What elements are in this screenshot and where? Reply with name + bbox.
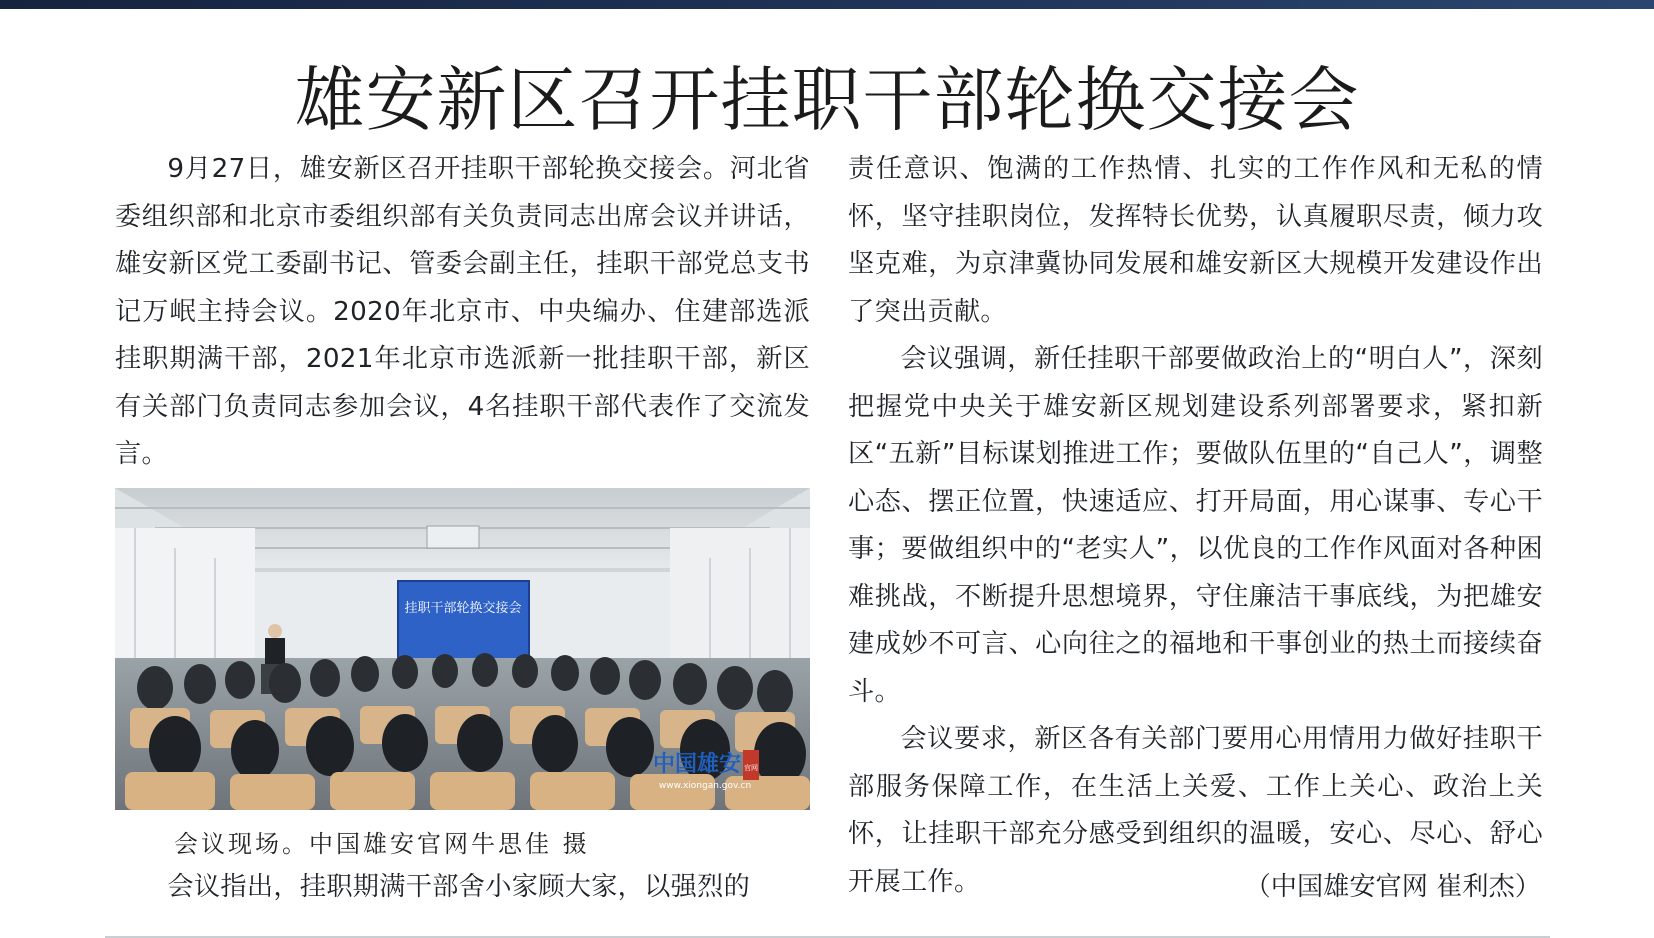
photo-caption: 会议现场。中国雄安官网牛思佳 摄 (174, 830, 590, 858)
screen-title: 挂职干部轮换交接会 (404, 601, 522, 616)
right-column (848, 146, 1543, 906)
left-paragraph: 9月27日，雄安新区召开挂职干部轮换交接会。河北省委组织部和北京市委组织部有关负责同志出席会议并讲话，雄安新区党工委副书记、管委会副主任，挂职干部党总支书记万岷主持会议。2020年北京市、中央编办、住建部选派挂职期满干部，2021年北京市选派新一批挂职干部，新区有关部门负责同志参加会议，4名挂职干部代表作了交流发言。 (115, 154, 810, 469)
meeting-photo (115, 488, 810, 810)
left-bottom-paragraph: 会议指出，挂职期满干部舍小家顾大家，以强烈的 (167, 872, 751, 902)
article-source: （中国雄安官网 崔利杰） (1244, 872, 1541, 902)
top-bar (0, 0, 1654, 9)
right-paragraph-1: 责任意识、饱满的工作热情、扎实的工作作风和无私的情怀，坚守挂职岗位，发挥特长优势，认真履职尽责，倾力攻坚克难，为京津冀协同发展和雄安新区大规模开发建设作出了突出贡献。 (848, 154, 1543, 327)
left-column (115, 146, 810, 479)
watermark-seal: 官网 (744, 764, 758, 772)
watermark-url: www.xiongan.gov.cn (658, 781, 752, 791)
watermark-logo: 中国雄安 (652, 751, 742, 777)
article-title: 雄安新区召开挂职干部轮换交接会 (294, 59, 1360, 141)
right-paragraph-3: 会议要求，新区各有关部门要用心用情用力做好挂职干部服务保障工作，在生活上关爱、工作上关心、政治上关怀，让挂职干部充分感受到组织的温暖，安心、尽心、舒心开展工作。 (848, 724, 1543, 897)
right-paragraph-2: 会议强调，新任挂职干部要做政治上的“明白人”，深刻把握党中央关于雄安新区规划建设系列部署要求，紧扣新区“五新”目标谋划推进工作；要做队伍里的“自己人”，调整心态、摆正位置，快速适应、打开局面，用心谋事、专心干事；要做组织中的“老实人”，以优良的工作作风面对各种困难挑战，不断提升思想境界，守住廉洁干事底线，为把雄安建成妙不可言、心向往之的福地和干事创业的热土而接续奋斗。 (848, 344, 1543, 707)
